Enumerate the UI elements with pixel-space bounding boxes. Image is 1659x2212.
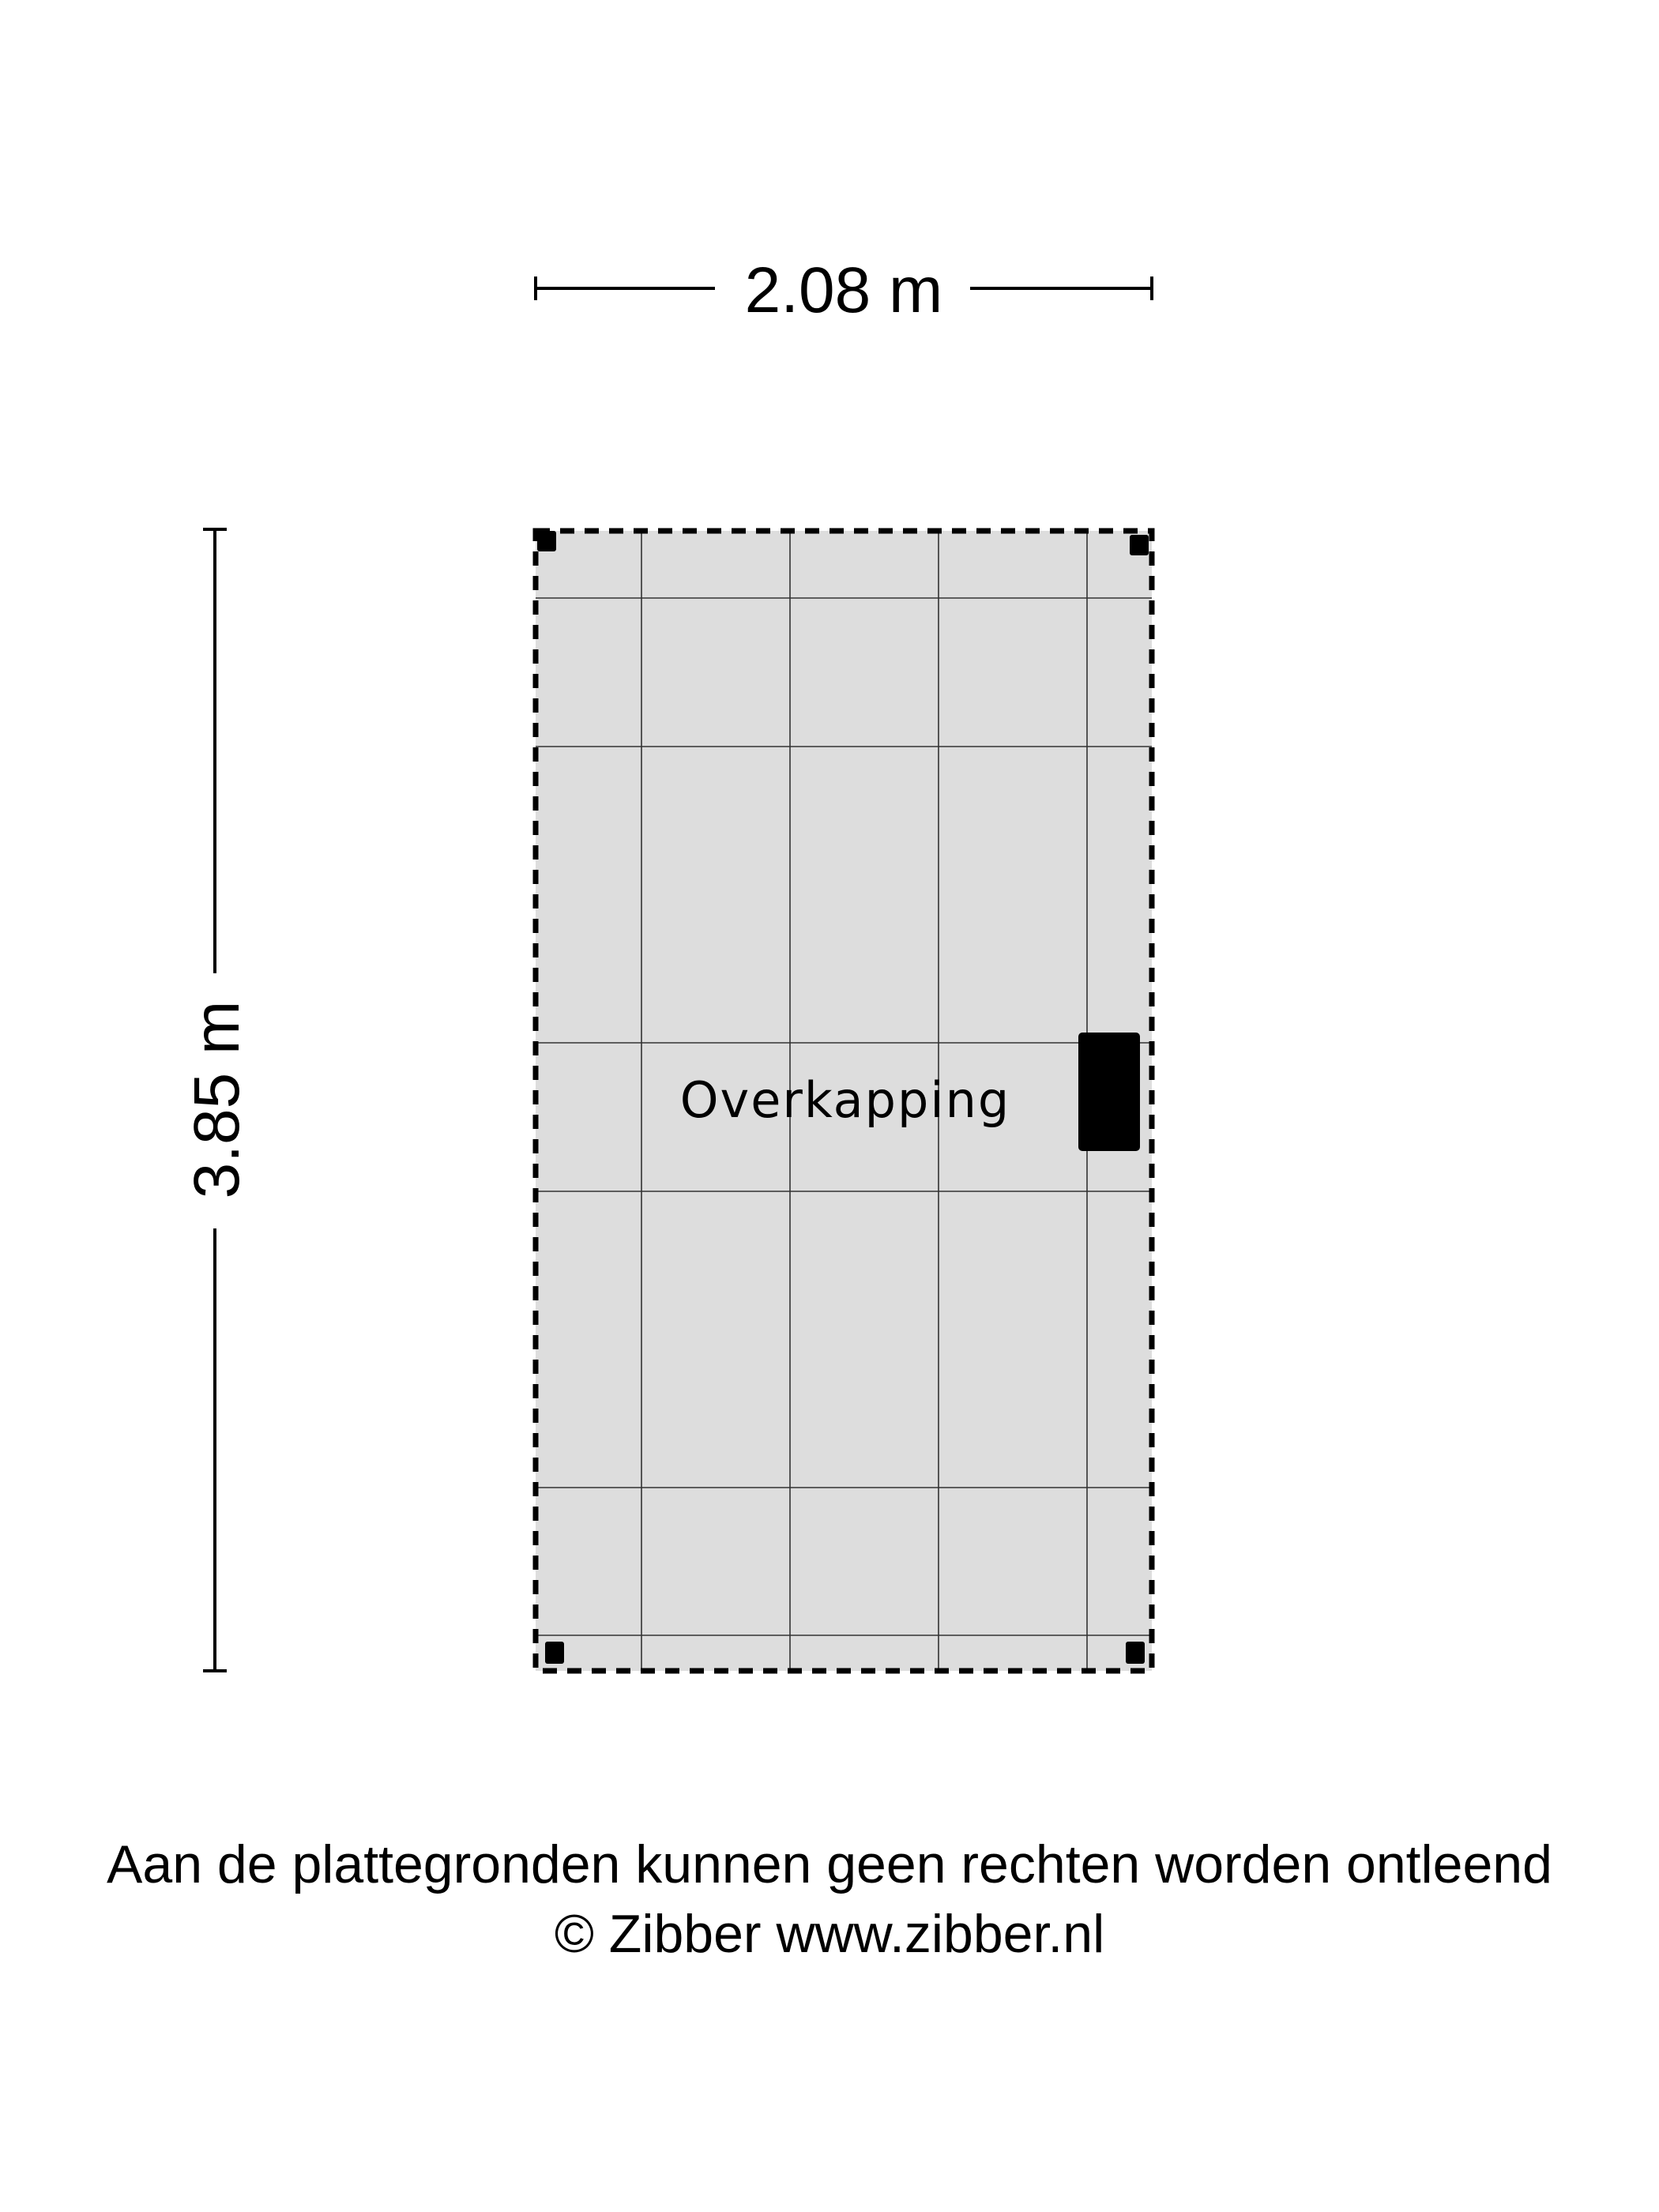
copyright-text: © Zibber www.zibber.nl xyxy=(554,1904,1105,1964)
corner-post-top-right xyxy=(1130,535,1149,555)
width-dimension xyxy=(536,254,1152,326)
room-label: Overkapping xyxy=(679,1071,1011,1129)
width-dimension-label: 2.08 m xyxy=(744,254,943,326)
corner-post-top-left xyxy=(537,531,556,551)
corner-post-bottom-left xyxy=(545,1642,564,1664)
height-dimension-label: 3.85 m xyxy=(181,1000,253,1199)
cabinet-block xyxy=(1078,1033,1140,1151)
corner-post-bottom-right xyxy=(1126,1642,1145,1664)
disclaimer-text: Aan de plattegronden kunnen geen rechten worden ontleend xyxy=(107,1834,1552,1894)
height-dimension xyxy=(181,529,253,1671)
